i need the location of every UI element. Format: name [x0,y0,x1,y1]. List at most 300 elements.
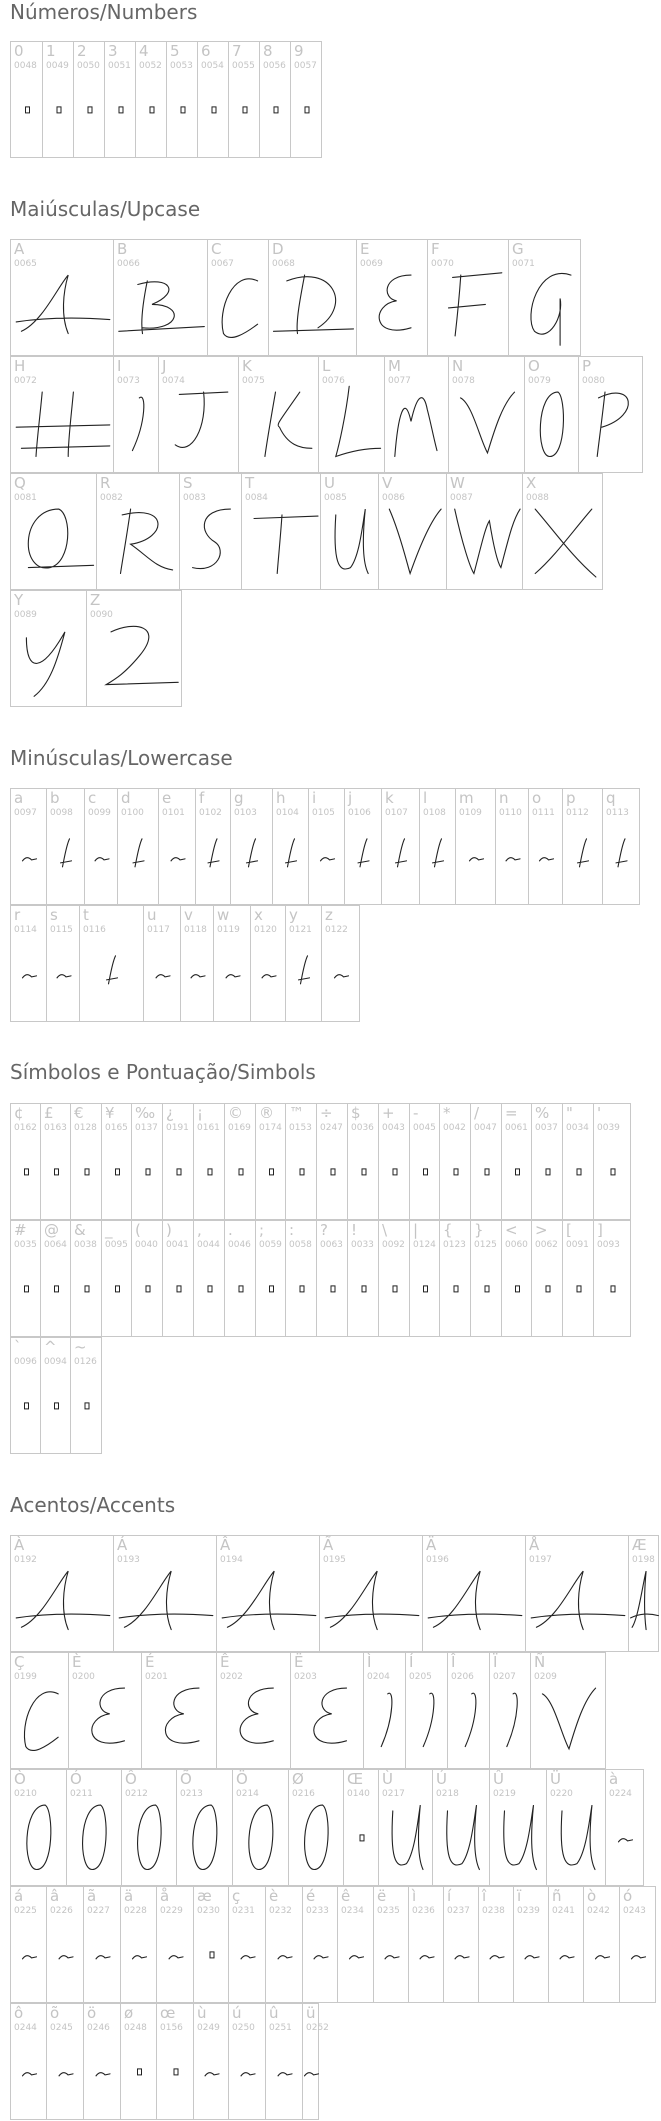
glyph-char-label: á [14,1887,24,1905]
glyph-cell [193,2003,229,2120]
glyph-sample [448,1653,491,1770]
glyph-code-label: 0212 [125,1789,148,1799]
glyph-cell [197,41,229,158]
glyph-char-label: Ï [493,1653,498,1671]
glyph-cell [162,1220,194,1337]
glyph-cell [316,1220,348,1337]
glyph-cell [131,1220,163,1337]
glyph-sample [122,1770,178,1887]
glyph-sample [563,1104,595,1221]
missing-glyph-box [138,2069,142,2075]
glyph-code-label: 0043 [382,1123,405,1133]
glyph-char-label: $ [351,1104,361,1122]
glyph-sample [102,1221,133,1338]
glyph-char-label: z [325,906,333,924]
glyph-char-label: f [199,789,205,807]
glyph-sample [379,1770,434,1887]
glyph-char-label: b [50,789,60,807]
glyph-cell [46,1886,84,2003]
glyph-char-label: t [83,906,89,924]
glyph-code-label: 0045 [413,1123,436,1133]
glyph-sample [603,789,641,906]
glyph-code-label: 0041 [166,1240,189,1250]
glyph-sample [159,357,240,474]
glyph-char-label: 2 [77,42,87,60]
glyph-sample [118,789,160,906]
glyph-char-label: \ [382,1221,388,1239]
glyph-char-label: ¥ [105,1104,115,1122]
glyph-code-label: 0234 [341,1906,364,1916]
glyph-stroke [106,626,178,684]
glyph-char-label: K [242,357,252,375]
glyph-cell [501,1220,532,1337]
glyph-sample [319,357,386,474]
glyph-sample [490,1653,532,1770]
glyph-code-label: 0054 [201,61,224,71]
glyph-sample [69,1653,143,1770]
glyph-char-label: 6 [201,42,211,60]
glyph-char-label: Ê [220,1653,230,1671]
glyph-sample [11,1221,42,1338]
glyph-char-label: Û [493,1770,504,1788]
glyph-cell [156,1886,194,2003]
glyph-sample [579,357,644,474]
glyph-char-label: - [413,1104,419,1122]
glyph-cell [10,1652,69,1769]
glyph-cell [86,590,182,707]
glyph-char-label: _ [105,1221,113,1239]
glyph-stroke [335,975,349,978]
glyph-cell [318,356,385,473]
missing-glyph-box [85,1286,89,1292]
glyph-char-label: ) [166,1221,172,1239]
glyph-cell [10,1103,41,1220]
glyph-stroke [121,509,173,573]
glyph-sample [440,1221,472,1338]
glyph-char-label: " [566,1104,573,1122]
glyph-sample [74,42,106,159]
missing-glyph-box [577,1286,581,1292]
glyph-code-label: 0247 [320,1123,343,1133]
section-title-numbers: Números/Numbers [10,0,198,24]
glyph-stroke [138,1805,162,1869]
glyph-cell [101,1103,132,1220]
glyph-sample [317,1221,349,1338]
glyph-code-label: 0038 [74,1240,97,1250]
glyph-code-label: 0083 [183,493,206,503]
glyph-code-label: 0219 [493,1789,516,1799]
glyph-code-label: 0224 [609,1789,632,1799]
missing-glyph-box [546,1169,550,1175]
glyph-code-label: 0194 [220,1555,243,1565]
glyph-stroke [59,2073,73,2076]
glyph-stroke [241,2073,255,2076]
glyph-char-label: È [72,1653,82,1671]
glyph-cell [513,1886,549,2003]
glyph-stroke [389,509,441,573]
glyph-stroke [392,1805,423,1869]
missing-glyph-box [55,1169,59,1175]
glyph-stroke [175,392,228,447]
glyph-sample [594,1104,632,1221]
glyph-cell [70,1337,102,1454]
glyph-stroke [490,1956,504,1959]
glyph-stroke [299,956,310,984]
glyph-code-label: 0033 [351,1240,374,1250]
glyph-char-label: , [197,1221,202,1239]
glyph-stroke [226,975,240,978]
glyph-cell [268,239,357,356]
glyph-stroke [205,2073,219,2076]
glyph-char-label: ä [124,1887,134,1905]
glyph-cell [531,1220,563,1337]
glyph-code-label: 0046 [228,1240,251,1250]
glyph-char-label: 0 [14,42,24,60]
glyph-cell [46,2003,84,2120]
glyph-char-label: i [312,789,317,807]
glyph-code-label: 0050 [77,61,100,71]
glyph-code-label: 0229 [160,1906,183,1916]
missing-glyph-box [424,1169,428,1175]
glyph-code-label: 0115 [50,925,73,935]
glyph-char-label: 1 [46,42,56,60]
glyph-char-label: / [474,1104,480,1122]
glyph-stroke [542,1688,595,1749]
glyph-stroke [531,1571,625,1630]
glyph-stroke [92,1688,125,1743]
missing-glyph-box [360,1835,364,1841]
glyph-cell [422,1535,526,1652]
glyph-sample [594,1221,632,1338]
glyph-sample [11,474,98,591]
missing-glyph-box [300,1286,304,1292]
glyph-sample [291,1653,365,1770]
glyph-code-label: 0079 [528,376,551,386]
glyph-char-label: @ [44,1221,59,1239]
glyph-code-label: 0102 [199,808,222,818]
glyph-sample [136,42,168,159]
glyph-code-label: 0071 [512,259,535,269]
glyph-cell [337,1886,374,2003]
glyph-sample [47,2004,85,2121]
glyph-sample [496,789,530,906]
glyph-cell [156,2003,194,2120]
glyph-sample [233,1770,290,1887]
glyph-sample [144,906,182,1023]
missing-glyph-box [577,1169,581,1175]
glyph-char-label: B [117,240,128,258]
glyph-cell [40,1220,71,1337]
glyph-sample [490,1770,548,1887]
glyph-char-label: } [474,1221,484,1239]
glyph-code-label: 0082 [100,493,123,503]
glyph-stroke [193,509,231,568]
missing-glyph-box [25,1169,29,1175]
glyph-cell [70,1220,102,1337]
glyph-cell [522,473,603,590]
glyph-stroke [27,1805,51,1869]
glyph-cell [381,788,420,905]
glyph-cell [408,1886,444,2003]
missing-glyph-box [454,1169,458,1175]
glyph-code-label: 0042 [443,1123,466,1133]
glyph-char-label: ¢ [14,1104,24,1122]
glyph-char-label: g [234,789,244,807]
glyph-cell [143,905,181,1022]
glyph-cell [10,2003,47,2120]
glyph-code-label: 0250 [232,2023,255,2033]
glyph-sample [321,474,380,591]
glyph-char-label: é [306,1887,316,1905]
glyph-sample [449,357,526,474]
glyph-sample [11,906,48,1023]
glyph-char-label: ô [14,2004,24,2022]
glyph-stroke [23,2073,37,2076]
glyph-sample [456,789,497,906]
glyph-char-label: a [14,789,24,807]
glyph-stroke [133,1956,147,1959]
glyph-cell [10,1535,114,1652]
glyph-sample [629,1536,660,1653]
glyph-cell [166,41,198,158]
glyph-stroke [96,1956,110,1959]
glyph-code-label: 0207 [493,1672,516,1682]
glyph-code-label: 0087 [450,493,473,503]
glyph-cell [321,905,360,1022]
glyph-code-label: 0106 [348,808,371,818]
missing-glyph-box [331,1169,335,1175]
glyph-code-label: 0114 [14,925,37,935]
glyph-cell [443,1886,479,2003]
glyph-sample [114,1536,218,1653]
glyph-cell [378,1103,410,1220]
glyph-code-label: 0062 [535,1240,558,1250]
glyph-sample [509,240,582,357]
glyph-stroke [632,1956,646,1959]
glyph-cell [265,2003,303,2120]
glyph-cell [216,1652,291,1769]
glyph-stroke [504,1805,537,1869]
missing-glyph-box [177,1169,181,1175]
glyph-char-label: Î [451,1653,456,1671]
glyph-code-label: 0246 [87,2023,110,2033]
glyph-stroke [132,397,143,450]
glyph-sample [231,789,274,906]
glyph-stroke [305,2073,319,2076]
glyph-char-label: Ì [367,1653,372,1671]
glyph-char-label: & [74,1221,86,1239]
glyph-cell [531,1103,563,1220]
glyph-code-label: 0057 [294,61,317,71]
glyph-sample [440,1104,472,1221]
glyph-cell [384,356,449,473]
glyph-char-label: ? [320,1221,328,1239]
glyph-cell [378,1220,410,1337]
glyph-code-label: 0048 [14,61,37,71]
glyph-stroke [525,1956,539,1959]
glyph-sample [242,474,322,591]
glyph-code-label: 0120 [254,925,277,935]
glyph-stroke [314,1688,347,1743]
glyph-sample [338,1887,375,2004]
glyph-cell [113,1535,217,1652]
glyph-sample [529,789,564,906]
glyph-code-label: 0103 [234,808,257,818]
glyph-sample [266,1887,304,2004]
missing-glyph-box [25,1286,29,1292]
glyph-char-label: > [535,1221,548,1239]
glyph-code-label: 0107 [385,808,408,818]
glyph-char-label: ë [377,1887,387,1905]
glyph-char-label: U [324,474,335,492]
glyph-sample [406,1653,449,1770]
glyph-sample [11,591,88,708]
glyph-code-label: 0228 [124,1906,147,1916]
missing-glyph-box [116,1169,120,1175]
glyph-char-label: d [121,789,131,807]
glyph-code-label: 0202 [220,1672,243,1682]
glyph-sample [514,1887,550,2004]
glyph-sample [428,240,510,357]
glyph-cell [290,1652,364,1769]
glyph-code-label: 0077 [388,376,411,386]
glyph-char-label: # [14,1221,27,1239]
glyph-char-label: è [269,1887,279,1905]
glyph-stroke [61,839,72,867]
glyph-char-label: I [117,357,122,375]
glyph-stroke [95,858,109,861]
glyph-cell [10,473,97,590]
glyph-stroke [26,632,65,696]
missing-glyph-box [208,1286,212,1292]
glyph-sample [41,1338,72,1455]
glyph-code-label: 0108 [423,808,446,818]
glyph-code-label: 0110 [499,808,522,818]
glyph-stroke [23,858,37,861]
glyph-stroke [358,839,369,867]
glyph-stroke [470,858,484,861]
glyph-sample [526,1536,630,1653]
glyph-char-label: õ [50,2004,60,2022]
glyph-stroke [540,858,554,861]
glyph-sample [447,474,524,591]
glyph-cell [285,1103,317,1220]
glyph-char-label: C [211,240,222,258]
glyph-code-label: 0153 [289,1123,312,1133]
glyph-code-label: 0161 [197,1123,220,1133]
glyph-sample [357,240,429,357]
glyph-cell [583,1886,620,2003]
glyph-sample [410,1221,441,1338]
glyph-code-label: 0109 [459,808,482,818]
glyph-cell [405,1652,448,1769]
glyph-char-label: Æ [632,1536,647,1554]
glyph-cell [528,788,563,905]
glyph-code-label: 0123 [443,1240,466,1250]
glyph-char-label: ì [412,1887,417,1905]
missing-glyph-box [270,1286,274,1292]
glyph-char-label: Á [117,1536,128,1554]
glyph-cell [489,1652,531,1769]
glyph-sample [410,1104,441,1221]
glyph-sample [11,1536,115,1653]
missing-glyph-box [485,1286,489,1292]
glyph-sample [239,357,320,474]
glyph-sample [374,1887,410,2004]
missing-glyph-box [239,1286,243,1292]
glyph-code-label: 0076 [322,376,345,386]
glyph-code-label: 0232 [269,1906,292,1916]
missing-glyph-box [177,1286,181,1292]
glyph-code-label: 0094 [44,1357,67,1367]
glyph-code-label: 0216 [292,1789,315,1799]
glyph-stroke [325,1571,419,1630]
missing-glyph-box [212,107,216,113]
glyph-char-label: Õ [180,1770,192,1788]
missing-glyph-box [305,107,309,113]
glyph-cell [224,1220,256,1337]
glyph-stroke [222,1571,316,1630]
glyph-sample [344,1770,380,1887]
glyph-sample [194,1104,226,1221]
glyph-sample [11,789,48,906]
missing-glyph-box [362,1169,366,1175]
missing-glyph-box [119,107,123,113]
glyph-char-label: ç [232,1887,241,1905]
glyph-char-label: Ø [292,1770,304,1788]
glyph-cell [302,2003,329,2120]
glyph-stroke [119,281,205,334]
missing-glyph-box [485,1169,489,1175]
glyph-cell [378,1769,433,1886]
glyph-cell [84,788,118,905]
glyph-stroke [265,392,312,456]
glyph-char-label: â [50,1887,60,1905]
glyph-sample [181,906,215,1023]
glyph-stroke [447,1805,480,1869]
glyph-code-label: 0089 [14,610,37,620]
glyph-code-label: 0116 [83,925,106,935]
glyph-cell [489,1769,547,1886]
glyph-char-label: æ [197,1887,212,1905]
glyph-char-label: Í [409,1653,414,1671]
glyph-sample [273,789,310,906]
glyph-char-label: ú [232,2004,242,2022]
glyph-char-label: = [505,1104,518,1122]
glyph-char-label: . [228,1221,233,1239]
glyph-code-label: 0078 [452,376,475,386]
glyph-cell [195,788,231,905]
glyph-sample [132,1221,164,1338]
glyph-cell [319,1535,423,1652]
glyph-code-label: 0252 [306,2023,329,2033]
glyph-code-label: 0075 [242,376,265,386]
glyph-cell [432,1769,490,1886]
glyph-cell [83,2003,121,2120]
glyph-char-label: Ò [14,1770,26,1788]
glyph-sample [114,240,209,357]
glyph-char-label: p [566,789,576,807]
glyph-code-label: 0174 [259,1123,282,1133]
glyph-code-label: 0192 [14,1555,37,1565]
glyph-stroke [23,1956,37,1959]
glyph-stroke [578,839,589,867]
glyph-char-label: ~ [74,1338,87,1356]
glyph-code-label: 0137 [135,1123,158,1133]
glyph-code-label: 0064 [44,1240,67,1250]
glyph-char-label: € [74,1104,84,1122]
glyph-sample [80,906,145,1023]
